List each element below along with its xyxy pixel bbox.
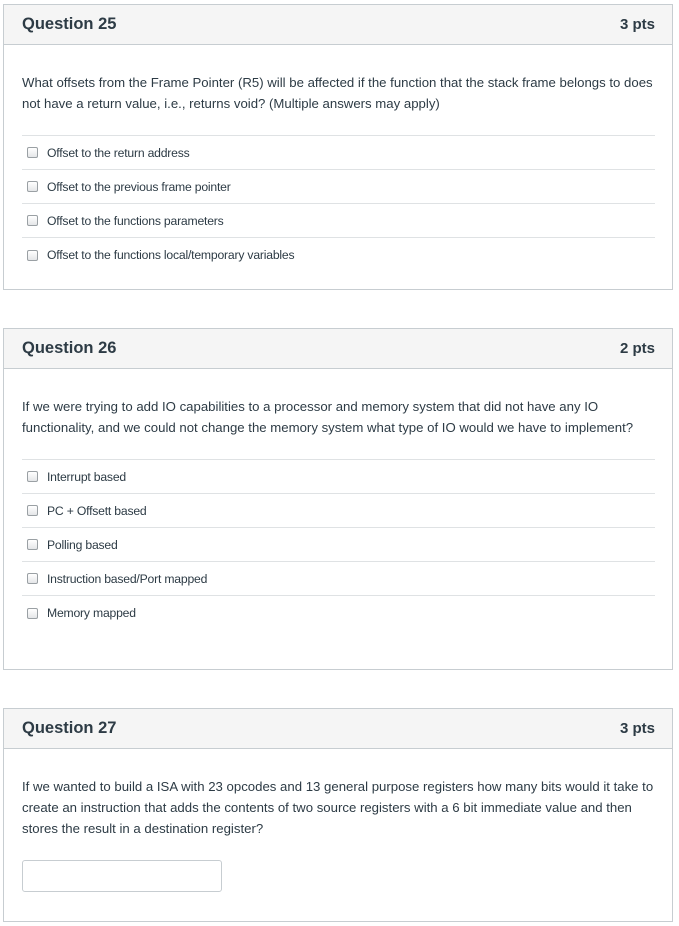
answer-option[interactable] [22,203,655,237]
answer-option[interactable] [22,237,655,272]
answer-checkbox[interactable] [27,539,38,550]
answer-option[interactable] [22,169,655,203]
question-body [4,749,672,892]
answer-label[interactable]: PC + Offsett based [47,503,147,518]
answer-list [22,135,655,272]
answer-option[interactable] [22,493,655,527]
answer-label[interactable]: Memory mapped [47,606,136,620]
answer-checkbox[interactable] [27,250,38,261]
answer-label[interactable]: Offset to the return address [47,145,190,160]
answer-option[interactable] [22,595,655,630]
question-header [4,5,672,45]
answer-input[interactable] [22,860,222,892]
question-title: Question 26 [22,339,117,357]
answer-label[interactable]: Instruction based/Port mapped [47,571,208,586]
question-text: If we wanted to build a ISA with 23 opcodes and 13 general purpose registers how many bits would it take to create an instruction that adds the contents of two source registers with a 6 bit immediate value and then stores the result in a destination register? [22,779,654,836]
answer-label[interactable]: Interrupt based [47,469,126,484]
answer-checkbox[interactable] [27,147,38,158]
answer-option[interactable] [22,459,655,493]
question-25-card [3,4,673,290]
answer-option[interactable] [22,527,655,561]
question-26-card [3,328,673,670]
answer-checkbox[interactable] [27,505,38,516]
answer-checkbox[interactable] [27,181,38,192]
question-body [4,45,672,272]
question-points: 2 pts [619,340,655,357]
question-text: What offsets from the Frame Pointer (R5) will be affected if the function that the stack frame belongs to does not have a return value, i.e., returns void? (Multiple answers may apply) [22,75,653,111]
answer-label[interactable]: Offset to the previous frame pointer [47,179,231,194]
answer-list [22,459,655,630]
answer-label[interactable]: Offset to the functions parameters [47,213,224,228]
question-title: Question 27 [22,719,117,737]
question-header [4,329,672,369]
answer-checkbox[interactable] [27,608,38,619]
question-text: If we were trying to add IO capabilities to a processor and memory system that did not have any IO functionality, and we could not change the memory system what type of IO would we have to implement? [22,399,634,435]
answer-checkbox[interactable] [27,471,38,482]
question-points: 3 pts [619,16,655,33]
answer-option[interactable] [22,135,655,169]
question-27-card [3,708,673,922]
answer-label[interactable]: Offset to the functions local/temporary variables [47,248,295,262]
answer-checkbox[interactable] [27,573,38,584]
answer-option[interactable] [22,561,655,595]
answer-label[interactable]: Polling based [47,537,118,552]
answer-checkbox[interactable] [27,215,38,226]
question-title: Question 25 [22,15,117,33]
question-body [4,369,672,630]
question-points: 3 pts [619,720,655,737]
question-header [4,709,672,749]
